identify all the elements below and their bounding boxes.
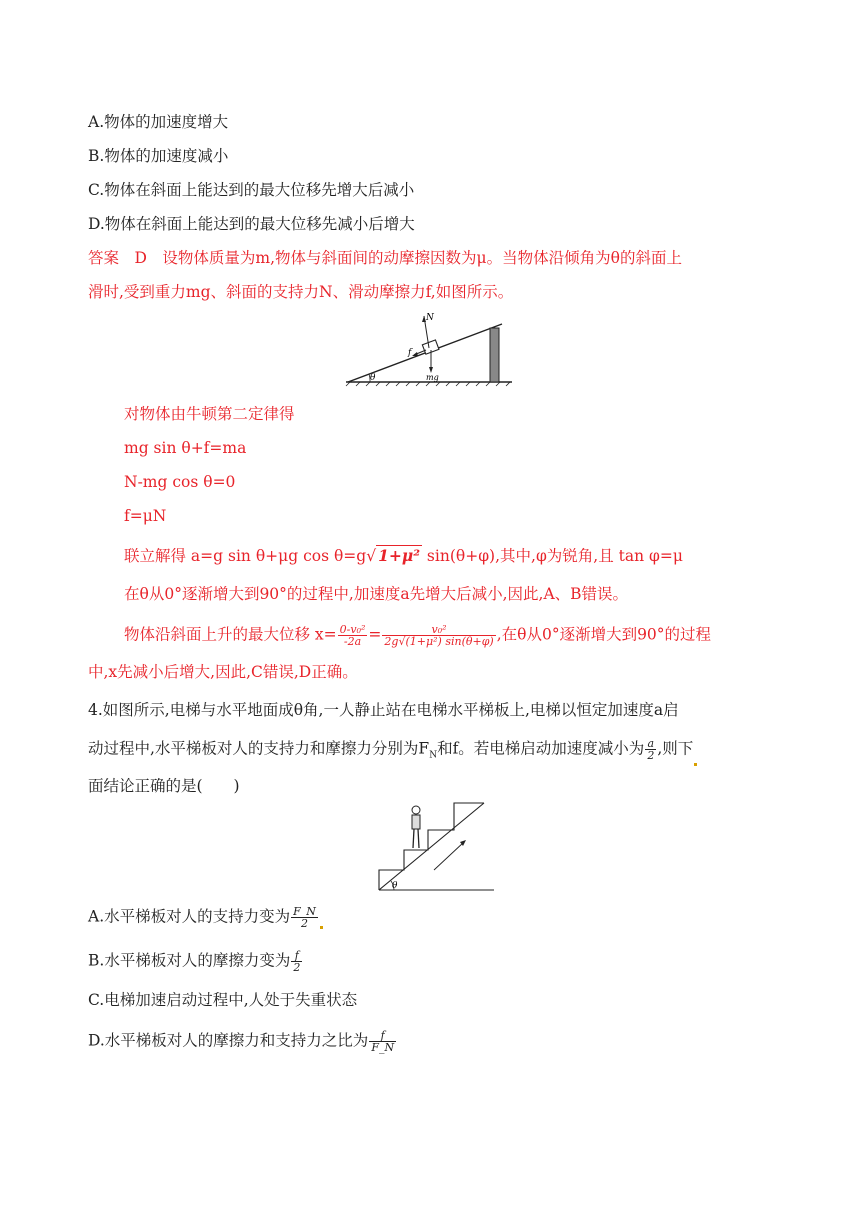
theta-label: θ xyxy=(370,373,376,383)
gravity-label: mg xyxy=(426,373,439,382)
acceleration-trend: 在θ从0°逐渐增大到90°的过程中,加速度a先增大后减小,因此,A、B错误。 xyxy=(124,585,629,603)
answer-line-1: 答案 D 设物体质量为m,物体与斜面间的动摩擦因数为μ。当物体沿倾角为θ的斜面上 xyxy=(88,249,682,267)
option-4a: A.水平梯板对人的支持力变为 $\frac{F\_N}{2}$ xyxy=(88,906,323,929)
option-b: B.物体的加速度减小 xyxy=(88,147,229,165)
option-4c: C.电梯加速启动过程中,人处于失重状态 xyxy=(88,991,358,1009)
friction-label: f xyxy=(408,348,412,358)
option-a: A.物体的加速度增大 xyxy=(88,113,229,131)
equation-2: N-mg cos θ=0 xyxy=(124,473,236,491)
question-4-line-1: 4.如图所示,电梯与水平地面成θ角,一人静止站在电梯水平梯板上,电梯以恒定加速度a启 xyxy=(88,701,679,719)
question-4-line-2: 动过程中,水平梯板对人的支持力和摩擦力分别为$F_N$和f。若电梯启动加速度减小为 $\frac{a}{2}$ ,则下 xyxy=(88,738,697,766)
escalator-theta-label: θ xyxy=(392,881,398,891)
incline-diagram xyxy=(340,308,520,388)
escalator-diagram xyxy=(376,798,496,894)
answer-line-2: 滑时,受到重力mg、斜面的支持力N、滑动摩擦力f,如图所示。 xyxy=(88,283,514,301)
option-d: D.物体在斜面上能达到的最大位移先减小后增大 xyxy=(88,215,415,233)
person-icon xyxy=(412,806,420,848)
displacement-line: 物体沿斜面上升的最大位移 x= $\frac{\text{0-v₀²}}{-2a}$ = $\frac{\text{v₀²}}{\text{2g√(1+μ²) sin(θ+φ)}}$ ,在θ从0°逐渐增大到90°的过程 xyxy=(124,623,712,648)
question-4-line-3: 面结论正确的是( ) xyxy=(88,777,240,795)
displacement-conclusion: 中,x先减小后增大,因此,C错误,D正确。 xyxy=(88,663,358,681)
newton-law: 对物体由牛顿第二定律得 xyxy=(124,405,295,423)
option-c: C.物体在斜面上能达到的最大位移先增大后减小 xyxy=(88,181,415,199)
option-4d: D.水平梯板对人的摩擦力和支持力之比为 $\frac{f}{F\_N}$ xyxy=(88,1029,395,1054)
equation-3: f=μN xyxy=(124,507,167,525)
equation-1: mg sin θ+f=ma xyxy=(124,439,247,457)
solve-line: 联立解得 a=g sin θ+μg cos θ=g√ 1+μ² sin(θ+φ),其中,φ为锐角,且 tan φ=μ xyxy=(124,546,683,565)
option-4b: B.水平梯板对人的摩擦力变为 $\frac{f}{2}$ xyxy=(88,949,301,974)
normal-force-label: N xyxy=(426,313,434,323)
